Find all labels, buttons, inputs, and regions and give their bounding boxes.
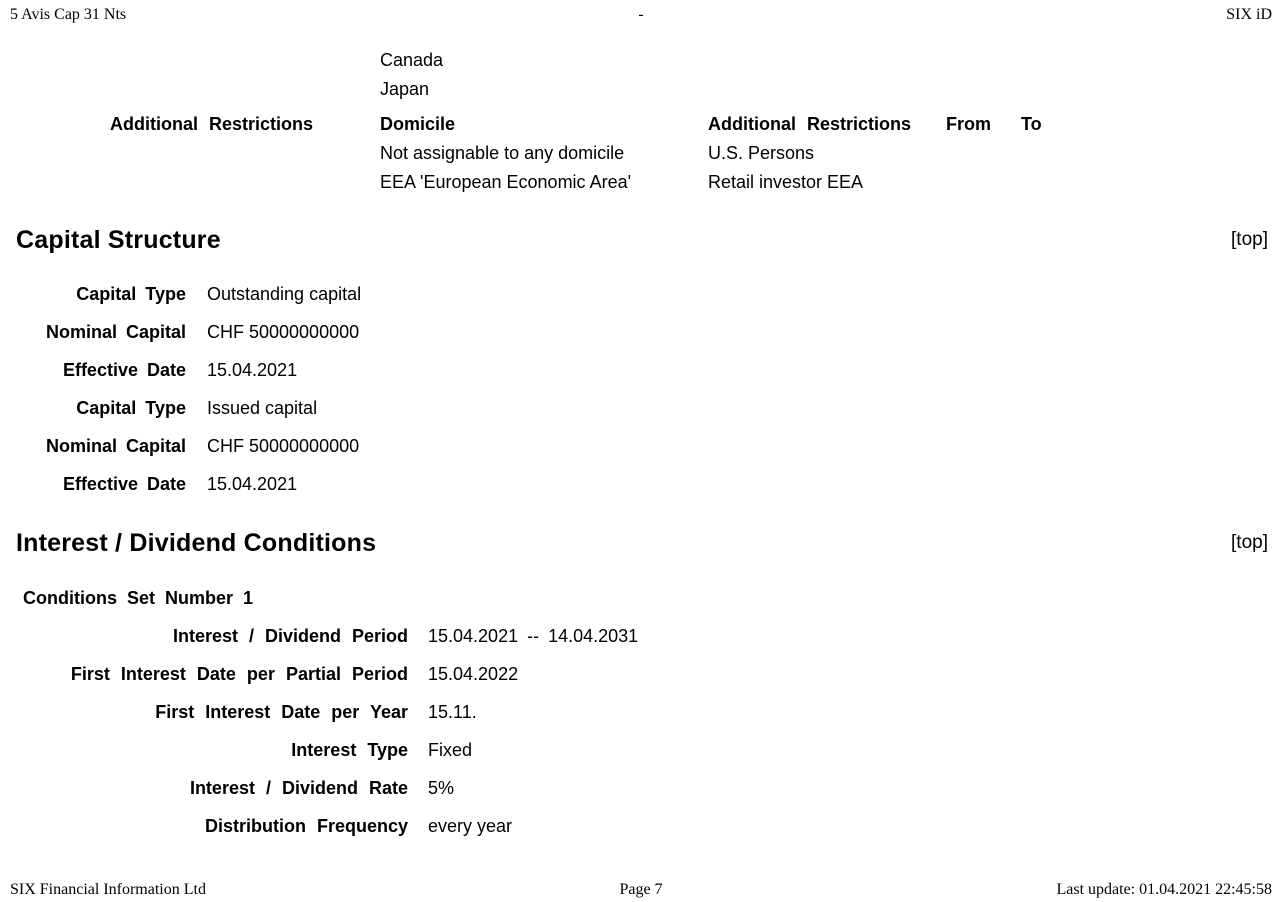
table-row	[16, 398, 361, 419]
restrictions-row-label: Additional Restrictions	[109, 114, 313, 134]
row-label: Effective Date	[62, 360, 186, 380]
row-label: Nominal Capital	[45, 436, 186, 456]
column-header-additional-restrictions: Additional Restrictions	[708, 114, 912, 134]
conditions-set-subtitle: Conditions Set Number 1	[23, 588, 254, 608]
header-document-title: 5 Avis Cap 31 Nts	[10, 6, 127, 23]
interest-dividend-title: Interest / Dividend Conditions	[16, 529, 377, 557]
interest-dividend-top-link[interactable]: [top]	[1231, 532, 1268, 553]
capital-structure-table	[16, 284, 361, 512]
footer-page-number: Page 7	[619, 881, 663, 898]
table-row	[16, 360, 361, 381]
row-value: Outstanding capital	[207, 284, 362, 304]
table-row	[16, 740, 638, 761]
table-row	[16, 626, 638, 647]
row-value: CHF 50000000000	[207, 436, 360, 456]
continuation-value: Japan	[380, 79, 430, 99]
row-value: 15.04.2021 -- 14.04.2031	[428, 626, 639, 646]
domicile-cell: EEA 'European Economic Area'	[380, 172, 632, 192]
row-label: Capital Type	[76, 398, 186, 418]
row-value: 5%	[428, 778, 455, 798]
row-label: Capital Type	[76, 284, 186, 304]
column-header-to: To	[1021, 114, 1042, 134]
restriction-cell: U.S. Persons	[708, 143, 815, 163]
table-row	[16, 702, 638, 723]
column-header-from: From	[946, 114, 991, 134]
header-center-mark: -	[638, 6, 644, 23]
row-value: Fixed	[428, 740, 473, 760]
row-label: Effective Date	[62, 474, 186, 494]
interest-dividend-table	[16, 626, 638, 854]
continuation-value: Canada	[380, 50, 444, 70]
row-label: Distribution Frequency	[204, 816, 408, 836]
row-value: 15.11.	[428, 702, 477, 722]
row-label: Interest / Dividend Rate	[189, 778, 408, 798]
table-row	[16, 474, 361, 495]
table-row	[16, 778, 638, 799]
domicile-cell: Not assignable to any domicile	[380, 143, 625, 163]
footer-company-name: SIX Financial Information Ltd	[10, 881, 206, 898]
header-product-name: SIX iD	[1226, 6, 1272, 23]
table-row	[16, 436, 361, 457]
capital-structure-title: Capital Structure	[16, 226, 221, 254]
row-value: 15.04.2021	[207, 474, 298, 494]
row-value: every year	[428, 816, 513, 836]
page-footer	[0, 881, 1282, 901]
footer-last-update: Last update: 01.04.2021 22:45:58	[1056, 881, 1272, 898]
table-row	[16, 816, 638, 837]
capital-structure-top-link[interactable]: [top]	[1231, 229, 1268, 250]
table-row	[16, 322, 361, 343]
row-label: First Interest Date per Year	[155, 702, 408, 722]
row-value: 15.04.2021	[207, 360, 298, 380]
row-label: First Interest Date per Partial Period	[70, 664, 408, 684]
table-row	[16, 664, 638, 685]
row-label: Nominal Capital	[45, 322, 186, 342]
row-value: CHF 50000000000	[207, 322, 360, 342]
restriction-cell: Retail investor EEA	[708, 172, 864, 192]
restrictions-continuation-values	[380, 46, 443, 104]
page-header	[0, 6, 1282, 26]
row-label: Interest Type	[291, 740, 408, 760]
row-value: Issued capital	[207, 398, 318, 418]
table-row	[16, 284, 361, 305]
column-header-domicile: Domicile	[380, 114, 456, 134]
row-label: Interest / Dividend Period	[172, 626, 408, 646]
row-value: 15.04.2022	[428, 664, 519, 684]
